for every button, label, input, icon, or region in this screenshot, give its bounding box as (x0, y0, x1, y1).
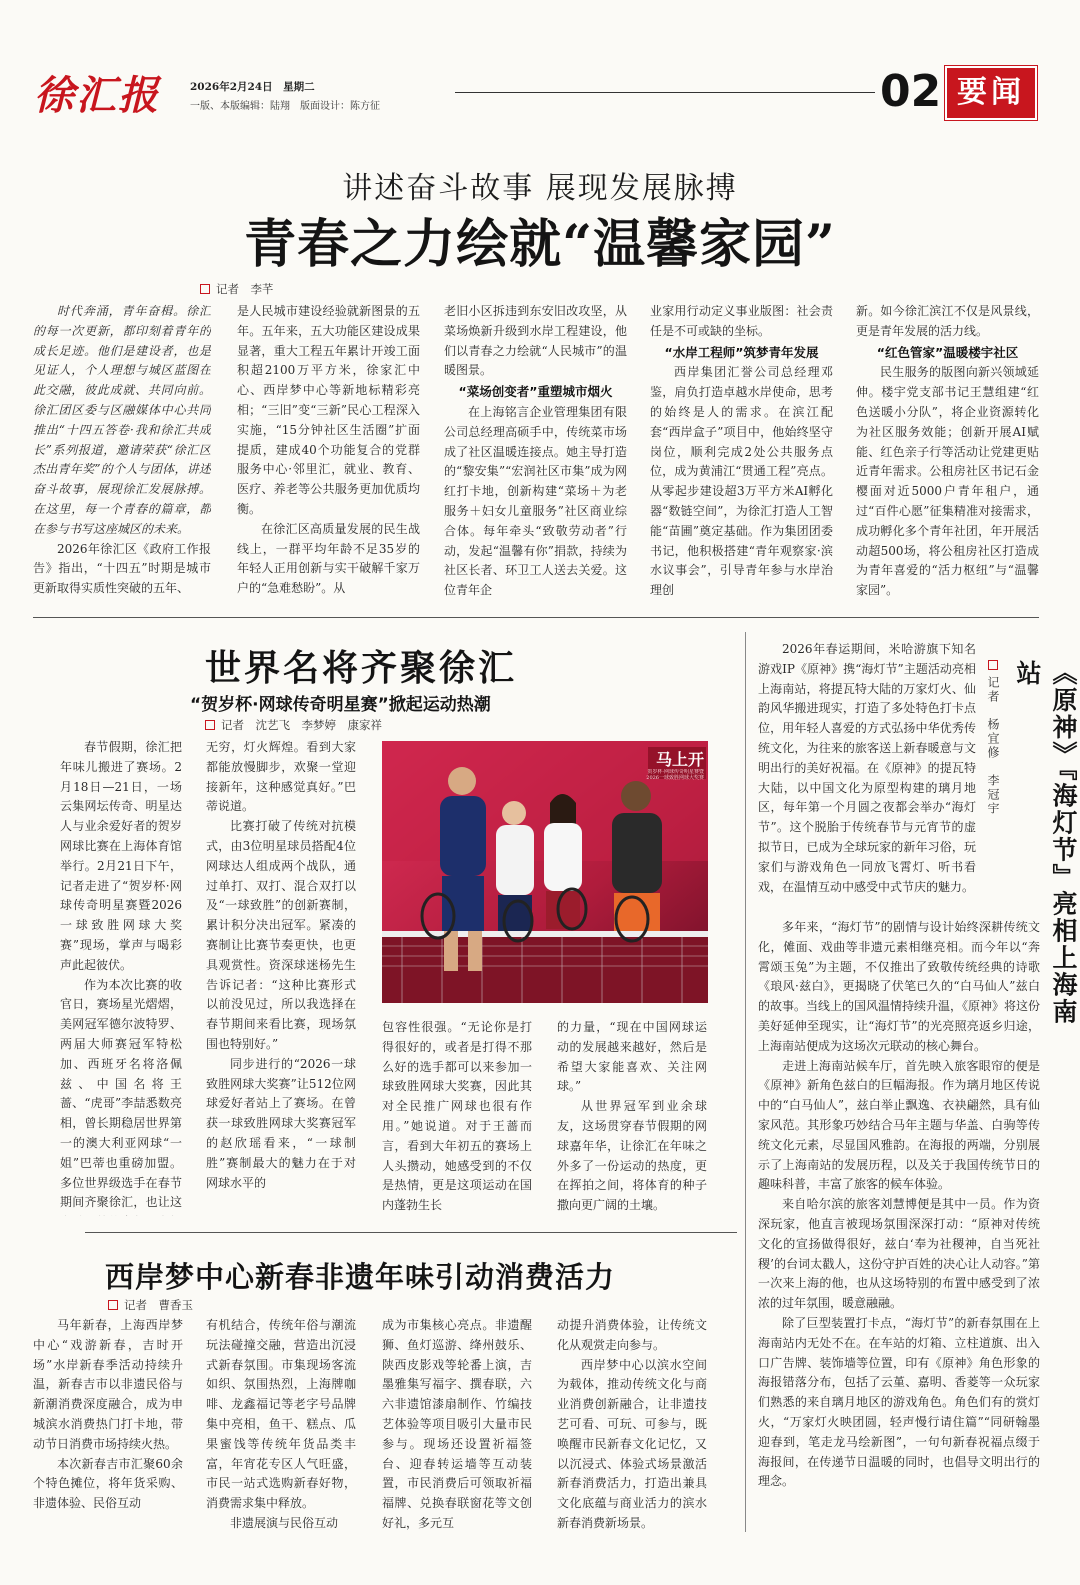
section-label: 要闻 (957, 75, 1025, 110)
westbund-c1-p2: 本次新春吉市汇聚60余个特色摊位，将年货采购、非遗体验、民俗互动 (33, 1456, 183, 1511)
lead-c5-subhead: “红色管家”温暖楼宇社区 (876, 344, 1019, 360)
tennis-column-2 (206, 738, 356, 1216)
genshin-byline (985, 660, 1002, 816)
lead-c1-p1: 2026年徐汇区《政府工作报告》指出，“十四五”时期是城市更新取得实质性突破的五年、 (33, 541, 211, 596)
lead-intro: 时代奔涌，青年奋楫。徐汇的每一次更新，都印刻着青年的成长足迹。他们是建设者，也是见证人，个人理想与城区蓝图在此交融，彼此成就、共同向前。徐汇团区委与区融媒体中心共同推出“十四五答卷·我和徐汇共成长”系列报道，邀请荣获“徐汇区杰出青年奖”的个人与团体，讲述奋斗故事，展现徐汇发展脉搏。在这里，每一个青春的篇章，都在参与书写这座城区的未来。 (33, 304, 211, 536)
lead-column-4 (650, 302, 833, 602)
westbund-column-2 (206, 1316, 356, 1541)
genshin-column-main (758, 918, 1040, 1538)
westbund-c2-p1: 有机结合，传统年俗与潮流玩法碰撞交融，营造出沉浸式新春氛围。市集现场客流如织、氛围热烈，上海牌咖啡、龙鑫福记等老字号品牌集中亮相，鱼干、糕点、瓜果蜜饯等传统年货品类丰富，年宵花专区人气旺盛，市民一站式选购新春好物，消费需求集中释放。 (206, 1318, 356, 1511)
lead-c4-p1: 业家用行动定义事业版图：社会责任是不可或缺的坐标。 (650, 304, 833, 338)
westbund-column-4 (557, 1316, 707, 1541)
lead-column-1 (33, 302, 211, 602)
logo-text: 徐汇报 (34, 72, 160, 119)
section-badge (945, 66, 1037, 120)
tennis-c4-p2: 从世界冠军到业余球友，这场贯穿春节假期的网球嘉年华，让徐汇在年味之外多了一份运动的热度，更在挥拍之间，将体育的种子撒向更广阔的土壤。 (557, 1099, 707, 1213)
genshin-p1: 2026年春运期间，米哈游旗下知名游戏IP《原神》携“海灯节”主题活动亮相上海南站，将提瓦特大陆的万家灯火、仙韵风华搬进现实，打造了多处特色打卡点位，用年轻人喜爱的方式弘扬中华优秀传统文化，为往来的旅客送上新春暖意与文明出行的美好祝福。在《原神》的提瓦特大陆，以中国文化为原型构建的璃月地区，每年第一个月圆之夜都会举办“海灯节”。这个脱胎于传统春节与元宵节的虚拟节日，已成为全球玩家的新年习俗，玩家们与游戏角色一同放飞霄灯、听书看戏，在温情互动中感受中式节庆的魅力。 (758, 642, 976, 894)
genshin-left-rule (745, 632, 746, 1532)
tennis-c1-p2: 作为本次比赛的收官日，赛场星光熠熠，美网冠军德尔波特罗、两届大师赛冠军特松加、西班牙名将洛佩兹、中国名将王蔷、“虎哥”李喆悉数亮相，曾长期稳居世界第一的澳大利亚网球“一姐”巴蒂也重磅加盟。多位世界级选手在春节期间齐聚徐汇，也让这 (60, 977, 182, 1210)
photo-banner-text: 马上开 (655, 750, 704, 769)
lead-c3-p1: 老旧小区拆违到东安旧改攻坚，从菜场焕新升级到水岸工程建设，他们以青春之力绘就“人民城市”的温暖图景。 (444, 304, 627, 378)
lead-c4-p2: 西岸集团汇誉公司总经理邓鉴，肩负打造卓越水岸使命，思考的始终是人的需求。在滨江配套“西岸盒子”项目中，他始终坚守岗位，顺利完成2处公共服务点位，成为黄浦江“贯通工程”亮点。从零起步建设超3万平方米AI孵化器“数链空间”，为徐汇打造人工智能“苗圃”奠定基础。作为集团团委书记，他积极搭建“青年观察家·滨水议事会”，引导青年参与水岸治理创 (650, 365, 833, 598)
masthead-logo (34, 62, 182, 119)
genshin-byline-text: 记者 杨宜修 李冠宇 (986, 676, 1000, 816)
westbund-c1-p1: 马年新春，上海西岸梦中心“戏游新春，吉时开场”水岸新春季活动持续升温，新春吉市以非遗民俗与新潮消费深度融合，成为申城滨水消费热门打卡地，带动节日消费市场持续火热。 (33, 1318, 183, 1451)
lead-kicker: 讲述奋斗故事 展现发展脉搏 (342, 171, 738, 206)
byline-box-icon (988, 660, 998, 670)
lead-c2-p2: 在徐汇区高质量发展的民生战线上，一群平均年龄不足35岁的年轻人正用创新与实干破解千家万户的“急难愁盼”。从 (237, 521, 420, 596)
lead-column-5 (856, 302, 1039, 602)
lead-byline (200, 281, 274, 297)
tennis-c1-p1: 春节假期，徐汇把年味儿搬进了赛场。2月18日—21日，一场云集网坛传奇、明星达人与业余爱好者的贺岁网球比赛在上海体育馆举行。2月21日下午，记者走进了“贺岁杯·网球传奇明星赛暨2026一球致胜网球大奖赛”现场，掌声与喝彩声此起彼伏。 (60, 740, 182, 972)
tennis-column-3 (382, 1018, 532, 1218)
lead-c3-subhead: “菜场创变者”重塑城市烟火 (458, 384, 613, 400)
lead-column-2 (237, 302, 420, 602)
westbund-byline (108, 1297, 193, 1313)
westbund-c4-p2: 西岸梦中心以滨水空间为载体，推动传统文化与商业消费创新融合，让非遗技艺可看、可玩、可参与，既唤醒市民新春文化记忆，又以沉浸式、体验式场景激活新春消费活力，打造出兼具文化底蕴与商业活力的滨水新春消费新场景。 (557, 1357, 707, 1530)
byline-box-icon (205, 720, 215, 730)
westbund-headline: 西岸梦中心新春非遗年味引动消费活力 (105, 1260, 616, 1294)
genshin-p5: 除了巨型装置打卡点，“海灯节”的新春氛围在上海南站内无处不在。在车站的灯箱、立柱道旗、出入口广告牌、装饰墙等位置，印有《原神》角色形象的海报错落分布，包括了云堇、嘉明、香菱等一众玩家们熟悉的来自璃月地区的游戏角色。角色们有的赏灯火，“万家灯火映团圆，轻声慢行请住篇”“同研翰墨迎春到，笔走龙马绘新图”，一句句新春祝福点缀于海报间，在传递节日温暖的同时，也倡导文明出行的理念。 (758, 1315, 1040, 1489)
masthead (0, 0, 1080, 130)
lead-c5-p2: 民生服务的版图向新兴领域延伸。楼宇党支部书记王慧组建“红色送暖小分队”，将企业资源转化为社区服务效能；创新开展AI赋能、红色亲子行等活动让党建更贴近青年需求。公租房社区书记石金樱面对近5000户青年租户，通过“百件心愿”征集精准对接需求，成功孵化多个青年社团，年开展活动超500场，将公租房社区打造成为青年喜爱的“活力枢纽”与“温馨家园”。 (856, 365, 1039, 598)
tennis-c3: 包容性很强。“无论你是打得很好的，或者是打得不那么好的选手都可以来参加一球致胜网球大奖赛，因此其对全民推广网球也很有作用。”她说道。对于王蔷而言，看到大年初五的赛场上人头攒动，她感受到的不仅是热情，更是这项运动在国内蓬勃生长 (382, 1020, 532, 1213)
lead-byline-text: 记者 李芊 (216, 282, 274, 296)
tennis-column-1 (60, 738, 182, 1216)
lead-c4-subhead: “水岸工程师”筑梦青年发展 (664, 344, 819, 360)
tennis-c2-p2: 比赛打破了传统对抗模式，由3位明星球员搭配4位网球达人组成两个战队，通过单打、双打、混合双打以及“一球致胜”的创新赛制，累计积分决出冠军。紧凑的赛制让比赛节奏更快，也更具观赏性。资深球迷杨先生告诉记者：“这种比赛形式以前没见过，所以我选择在春节期间来看比赛，现场氛围也特别好。” (206, 819, 356, 1051)
page-number: 02 (880, 66, 942, 117)
westbund-c3: 成为市集核心亮点。非遗醒狮、鱼灯巡游、绛州鼓乐、陕西皮影戏等轮番上演，吉墨雅集写福字、撰春联，六六非遗馆漆扇制作、竹编技艺体验等项目吸引大量市民参与。现场还设置祈福签台、迎春转运墙等互动装置，市民消费后可领取祈福福牌、兑换春联窗花等文创好礼，多元互 (382, 1318, 532, 1530)
tennis-photo (382, 741, 708, 1003)
genshin-p2: 多年来，“海灯节”的剧情与设计始终深耕传统文化，傩面、戏曲等非遗元素相继亮相。而今年以“奔霄颂玉兔”为主题，不仅推出了致敬传统经典的诗歌《琅风·兹白》，更揭晓了伏笔已久的“白马仙人”兹白的故事。当线上的国风温情持续升温，《原神》将这份美好延伸至现实，让“海灯节”的光亮照亮返乡归途，上海南站便成为这场次元联动的核心舞台。 (758, 920, 1040, 1053)
tennis-column-4 (557, 1018, 707, 1218)
lead-headline: 青春之力绘就“温馨家园” (244, 214, 836, 275)
tennis-c4-p1: 的力量，“现在中国网球运动的发展越来越好，然后是希望大家能喜欢、关注网球。” (557, 1020, 707, 1094)
westbund-column-1 (33, 1316, 183, 1541)
genshin-title: 《原神》『海灯节』亮相上海南站 (1013, 660, 1078, 1026)
genshin-column-lead (758, 640, 976, 916)
byline-box-icon (108, 1300, 118, 1310)
tennis-c2-p1: 无穷，灯火辉煌。看到大家都能放慢脚步，欢聚一堂迎接新年，这种感觉真好。”巴蒂说道。 (206, 740, 356, 814)
tennis-c2-p3: 同步进行的“2026一球致胜网球大奖赛”让512位网球爱好者站上了赛场。在曾获一球致胜网球大奖赛冠军的赵欣瑶看来，“一球制胜”赛制最大的魅力在于对网球水平的 (206, 1056, 356, 1190)
lead-bottom-rule (33, 617, 1039, 618)
westbund-c4-p1: 动提升消费体验，让传统文化从观赏走向参与。 (557, 1318, 707, 1352)
tennis-byline (205, 717, 382, 733)
photo-banner-small: 贺岁杯·网球传奇明星赛暨2026一球致胜网球大奖赛 (646, 769, 704, 781)
masthead-rule (455, 92, 875, 93)
lead-column-3 (444, 302, 627, 602)
tennis-subhead: “贺岁杯·网球传奇明星赛”掀起运动热潮 (190, 695, 491, 715)
tennis-byline-text: 记者 沈艺飞 李梦婷 康家祥 (221, 718, 382, 732)
byline-box-icon (200, 284, 210, 294)
lead-c3-p2: 在上海铭言企业管理集团有限公司总经理高硕手中，传统菜市场成了社区温暖连接点。她主导打造的“黎安集”“宏润社区市集”成为网红打卡地，创新构建“菜场＋为老服务＋妇女儿童服务”社区商业综合体。每年牵头“致敬劳动者”行动，发起“温馨有你”捐款，持续为社区长者、环卫工人送去关爱。这位青年企 (444, 404, 627, 598)
genshin-p3: 走进上海南站候车厅，首先映入旅客眼帘的便是《原神》新角色兹白的巨幅海报。作为璃月地区传说中的“白马仙人”，兹白举止飘逸、衣袂翩然，具有仙家风范。其形象巧妙结合马年主题与华盖、白驹等传统文化元素，尽显国风雅韵。在海报的两端，分别展示了上海南站的发展历程，以及关于我国传统节日的趣味科普，丰富了旅客的候车体验。 (758, 1058, 1040, 1192)
westbund-byline-text: 记者 曹香玉 (124, 1298, 193, 1312)
westbund-c2-p2: 非遗展演与民俗互动 (230, 1515, 339, 1530)
genshin-p4: 来自哈尔滨的旅客刘慧博便是其中一员。作为资深玩家，他直言被现场氛围深深打动：“原神对传统文化的宣扬做得很好，兹白‘奉为社稷神，自当死社稷’的台词太戳人，这份守护百姓的决心让人动容。”第一次来上海的他，也从这场特别的布置中感受到了浓浓的过年氛围，暖意融融。 (758, 1197, 1040, 1311)
tennis-bottom-rule (85, 1232, 737, 1233)
lead-c2-p1: 是人民城市建设经验就新图景的五年。五年来，五大功能区建设成果显著，重大工程五年累计开竣工面积超2100万平方米，徐家汇中心、西岸梦中心等新地标精彩亮相；“三旧”变“三新”民心工程深入实施，“15分钟社区生活圈”扩面提质，建成40个功能复合的党群服务中心·邻里汇，就业、教育、医疗、养老等公共服务更加优质均衡。 (237, 304, 420, 516)
westbund-column-3 (382, 1316, 532, 1541)
masthead-date: 2026年2月24日 星期二 (190, 81, 315, 93)
lead-c5-p1: 新。如今徐汇滨江不仅是风景线，更是青年发展的活力线。 (856, 304, 1039, 338)
masthead-editors: 一版、本版编辑：陆翔 版面设计：陈方征 (190, 101, 380, 112)
tennis-headline: 世界名将齐聚徐汇 (205, 647, 518, 689)
